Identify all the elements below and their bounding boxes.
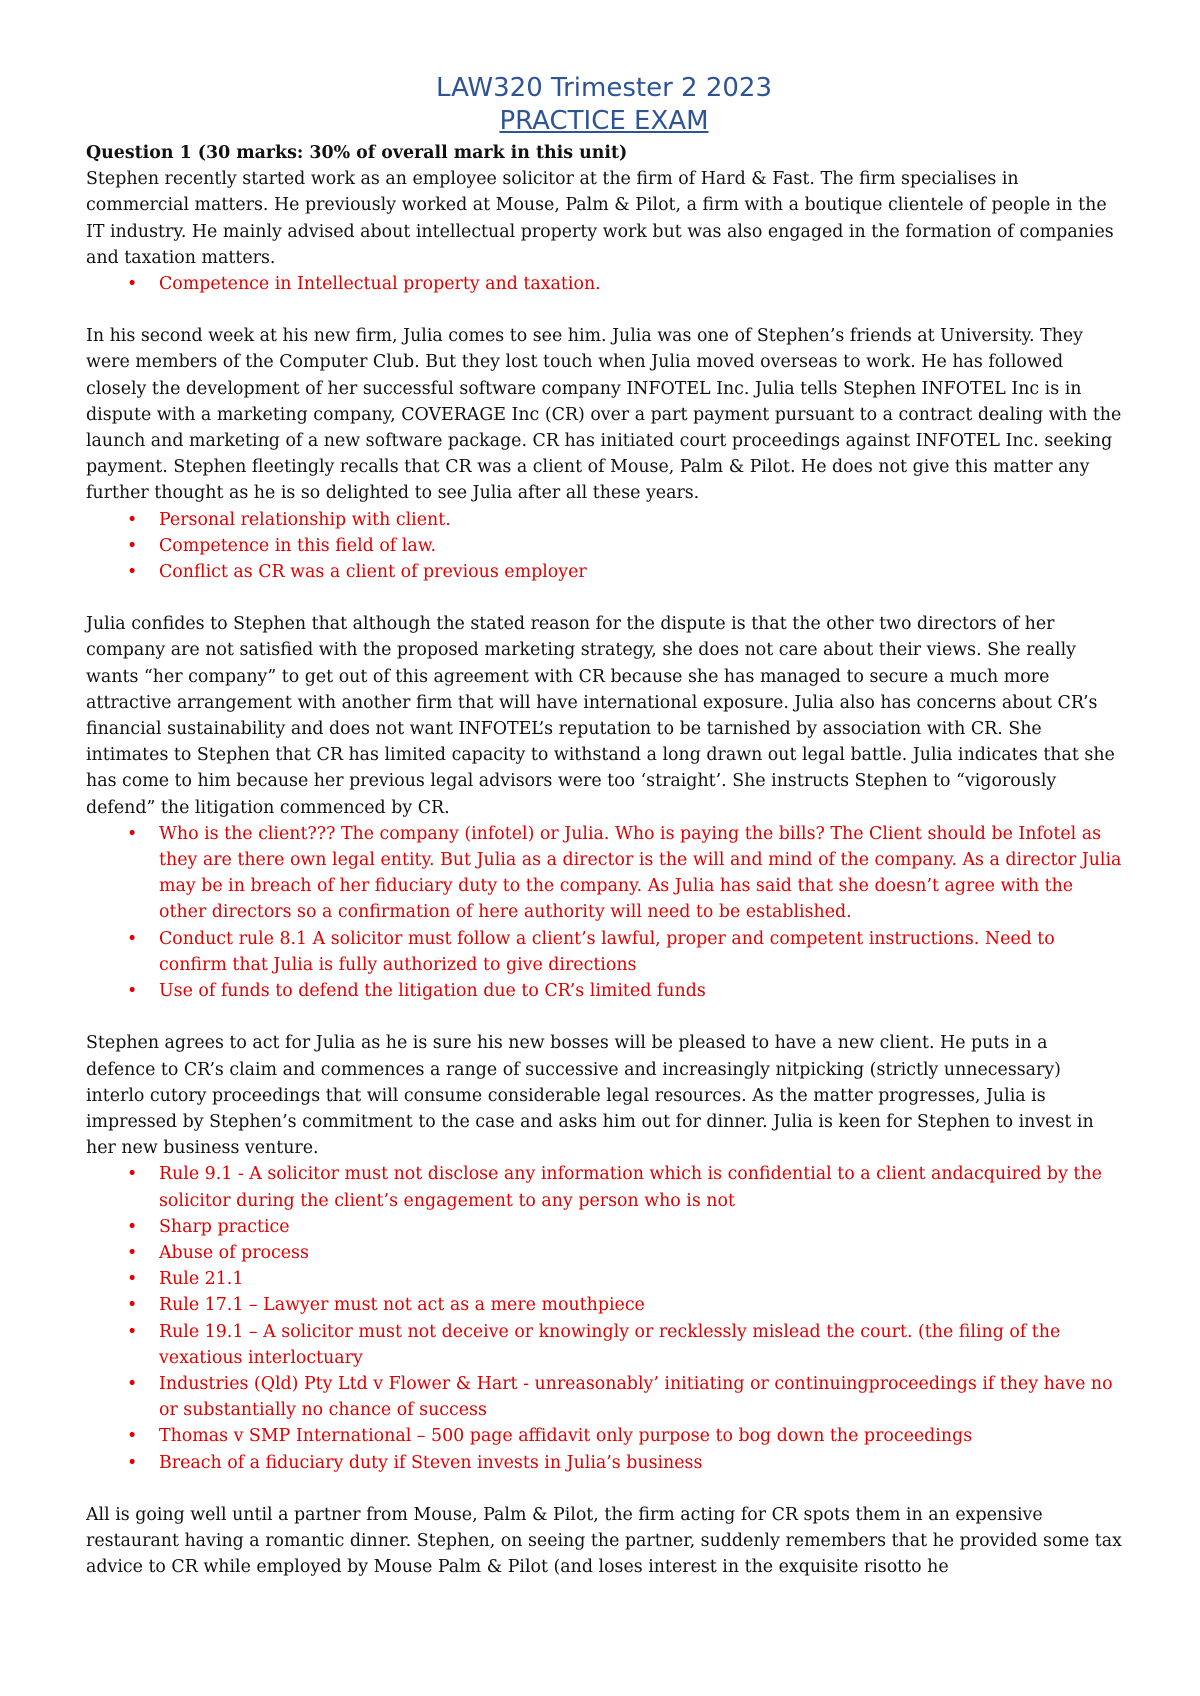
annotation-item: • Thomas v SMP International – 500 page affidavit only purpose to bog down the proceedings bbox=[159, 1423, 1122, 1449]
annotation-item: • Conflict as CR was a client of previous employer bbox=[159, 559, 1122, 585]
annotation-list-3 bbox=[86, 821, 1122, 1004]
annotation-item: • Rule 19.1 – A solicitor must not deceive or knowingly or recklessly mislead the court. (the filing of the vexatious interloctuary bbox=[159, 1319, 1122, 1371]
annotation-item: • Use of funds to defend the litigation due to CR’s limited funds bbox=[159, 978, 1122, 1004]
annotation-list-2 bbox=[86, 507, 1122, 586]
scenario-paragraph-5: All is going well until a partner from Mouse, Palm & Pilot, the firm acting for CR spots them in an expensive restaurant having a romantic dinner. Stephen, on seeing the partner, suddenly remembers that he provided some tax advice to CR while employed by Mouse Palm & Pilot (and loses interest in the exquisite risotto he bbox=[86, 1504, 1122, 1578]
question-heading: Question 1 (30 marks: 30% of overall mark in this unit) bbox=[86, 143, 628, 163]
annotation-item: • Conduct rule 8.1 A solicitor must follow a client’s lawful, proper and competent instructions. Need to confirm that Julia is fully authorized to give directions bbox=[159, 926, 1122, 978]
scenario-paragraph-2: In his second week at his new firm, Julia comes to see him. Julia was one of Stephen’s friends at University. They were members of the Computer Club. But they lost touch when Julia moved overseas to work. He has followed closely the development of her successful software company INFOTEL Inc. Julia tells Stephen INFOTEL Inc is in dispute with a marketing company, COVERAGE Inc (CR) over a part payment pursuant to a contract dealing with the launch and marketing of a new software package. CR has initiated court proceedings against INFOTEL Inc. seeking payment. Stephen fleetingly recalls that CR was a client of Mouse, Palm & Pilot. He does not give this matter any further thought as he is so delighted to see Julia after all these years. bbox=[86, 326, 1122, 504]
paragraph-gap bbox=[86, 297, 1122, 323]
annotation-item: • Industries (Qld) Pty Ltd v Flower & Hart - unreasonably’ initiating or continuingproceedings if they have no or substantially no chance of success bbox=[159, 1371, 1122, 1423]
annotation-list-1 bbox=[86, 271, 1122, 297]
annotation-item: • Sharp practice bbox=[159, 1214, 1122, 1240]
paragraph-gap bbox=[86, 585, 1122, 611]
annotation-list-4 bbox=[86, 1161, 1122, 1475]
annotation-item: • Competence in this field of law. bbox=[159, 533, 1122, 559]
scenario-paragraph-4: Stephen agrees to act for Julia as he is sure his new bosses will be pleased to have a new client. He puts in a defence to CR’s claim and commences a range of successive and increasingly nitpicking (strictly unnecessary) interlo cutory proceedings that will consume considerable legal resources. As the matter progresses, Julia is impressed by Stephen’s commitment to the case and asks him out for dinner. Julia is keen for Stephen to invest in her new business venture. bbox=[86, 1033, 1094, 1159]
annotation-item: • Personal relationship with client. bbox=[159, 507, 1122, 533]
annotation-item: • Breach of a fiduciary duty if Steven invests in Julia’s business bbox=[159, 1450, 1122, 1476]
document-subtitle: PRACTICE EXAM bbox=[499, 106, 709, 136]
document-title: LAW320 Trimester 2 2023 bbox=[435, 73, 772, 103]
scenario-paragraph-3: Julia confides to Stephen that although the stated reason for the dispute is that the other two directors of her company are not satisfied with the proposed marketing strategy, she does not care about their views. She really wants “her company” to get out of this agreement with CR because she has managed to secure a much more attractive arrangement with another firm that will have international exposure. Julia also has concerns about CR’s financial sustainability and does not want INFOTEL’s reputation to be tarnished by association with CR. She intimates to Stephen that CR has limited capacity to withstand a long drawn out legal battle. Julia indicates that she has come to him because her previous legal advisors were too ‘straight’. She instructs Stephen to “vigorously defend” the litigation commenced by CR. bbox=[86, 614, 1115, 818]
annotation-item: • Competence in Intellectual property and taxation. bbox=[159, 271, 1122, 297]
annotation-item: • Rule 9.1 - A solicitor must not disclose any information which is confidential to a client andacquired by the solicitor during the client’s engagement to any person who is not bbox=[159, 1161, 1122, 1213]
annotation-item: • Abuse of process bbox=[159, 1240, 1122, 1266]
scenario-paragraph-1: Stephen recently started work as an employee solicitor at the firm of Hard & Fast. The firm specialises in commercial matters. He previously worked at Mouse, Palm & Pilot, a firm with a boutique clientele of people in the IT industry. He mainly advised about intellectual property work but was also engaged in the formation of companies and taxation matters. bbox=[86, 169, 1114, 268]
paragraph-gap bbox=[86, 1004, 1122, 1030]
annotation-item: • Who is the client??? The company (infotel) or Julia. Who is paying the bills? The Client should be Infotel as they are there own legal entity. But Julia as a director is the will and mind of the company. As a director Julia may be in breach of her fiduciary duty to the company. As Julia has said that she doesn’t agree with the other directors so a confirmation of here authority will need to be established. bbox=[159, 821, 1122, 926]
document-page bbox=[86, 72, 1122, 1580]
annotation-item: • Rule 21.1 bbox=[159, 1266, 1122, 1292]
annotation-item: • Rule 17.1 – Lawyer must not act as a mere mouthpiece bbox=[159, 1292, 1122, 1318]
paragraph-gap bbox=[86, 1476, 1122, 1502]
